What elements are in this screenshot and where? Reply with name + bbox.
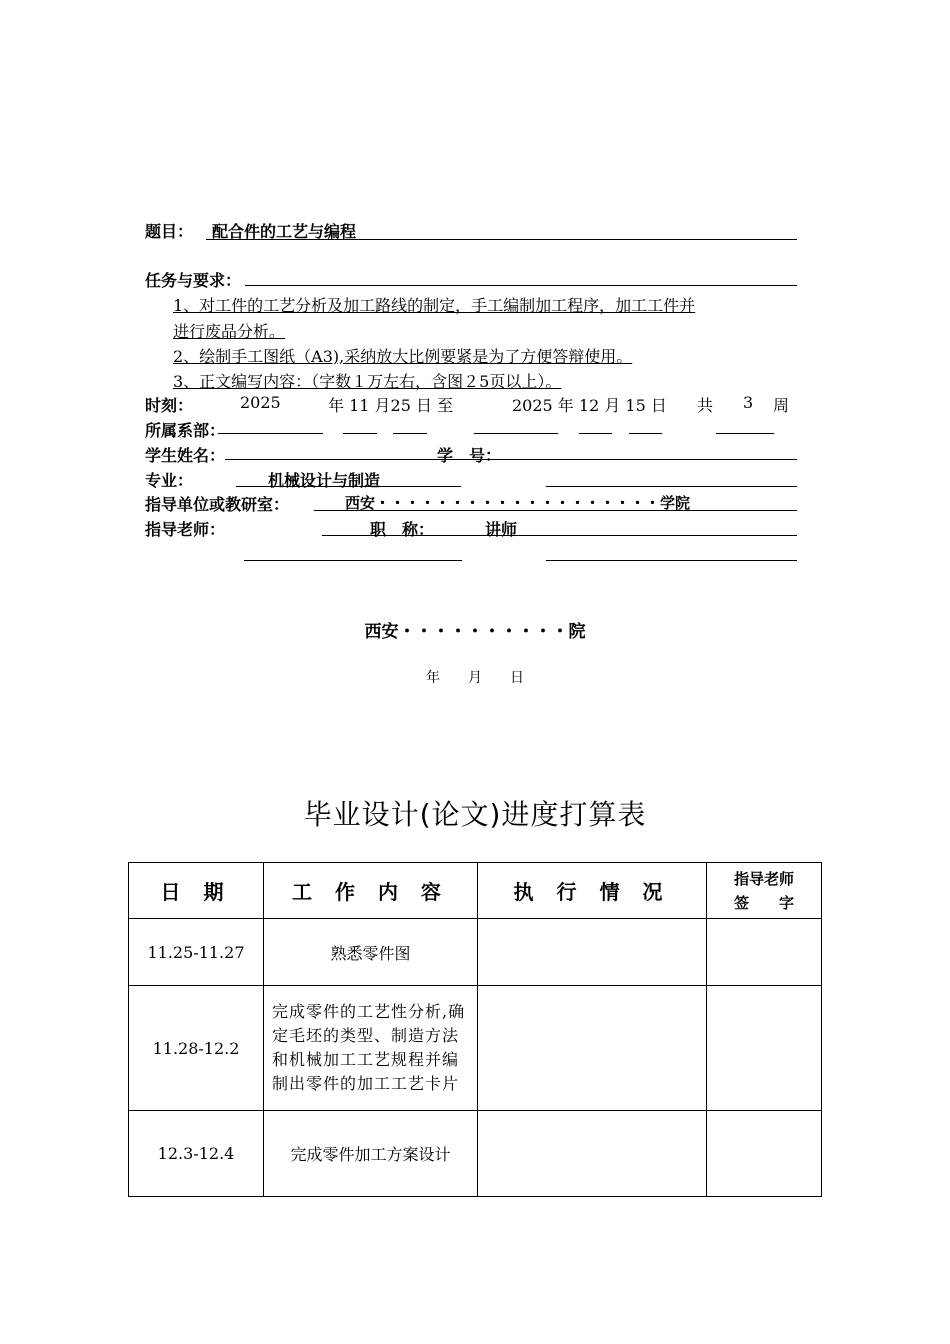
time-end: 2025 年 12 月 15 日 xyxy=(512,396,667,415)
row-sign xyxy=(707,986,822,1111)
unit-value: 西安・・・・・・・・・・・・・・・・・・・学院 xyxy=(345,494,691,512)
major-underline-2 xyxy=(546,486,797,487)
table-header-row xyxy=(129,863,822,919)
row-date: 12.3-12.4 xyxy=(129,1111,264,1197)
task-item-1-cont: 进行废品分析。 xyxy=(173,322,286,341)
header-status: 执 行 情 况 xyxy=(478,863,707,919)
department-label: 所属系部： xyxy=(145,421,226,440)
advisor-underline xyxy=(322,535,797,536)
school-name: 西安・・・・・・・・・・院 xyxy=(364,622,586,642)
table-row xyxy=(129,1111,822,1197)
time-weeks: 3 xyxy=(743,393,754,412)
time-total: 共 xyxy=(697,396,714,415)
advisor-title-label: 职 称： xyxy=(370,520,435,539)
row-content: 熟悉零件图 xyxy=(264,919,478,986)
row-content: 完成零件加工方案设计 xyxy=(264,1111,478,1197)
header-sign xyxy=(707,863,822,919)
department-line-6 xyxy=(629,433,662,434)
advisor-underline-2 xyxy=(244,560,462,561)
topic-label: 题目： xyxy=(145,222,194,241)
time-start-year: 2025 xyxy=(240,393,281,412)
task-item-2: 2、绘制手工图纸（A3),采纳放大比例要紧是为了方便答辩使用。 xyxy=(173,347,633,366)
tasks-label: 任务与要求： xyxy=(145,271,242,290)
topic-underline xyxy=(206,239,797,240)
row-content: 完成零件的工艺性分析,确定毛坯的类型、制造方法和机械加工工艺规程并编制出零件的加工工艺卡片 xyxy=(264,986,478,1111)
task-item-3: 3、正文编写内容：（字数１万左右，含图２5页以上）。 xyxy=(173,372,562,391)
student-underline xyxy=(225,459,797,460)
major-value: 机械设计与制造 xyxy=(268,471,381,490)
task-item-1: 1、对工件的工艺分析及加工路线的制定，手工编制加工程序，加工工件并 xyxy=(173,296,696,315)
department-line-1 xyxy=(218,433,323,434)
row-status xyxy=(478,986,707,1111)
schedule-table xyxy=(128,862,822,1197)
topic-value: 配合件的工艺与编程 xyxy=(212,222,357,241)
tasks-underline xyxy=(245,285,797,286)
unit-label: 指导单位或教研室： xyxy=(145,495,290,514)
student-name-label: 学生姓名： xyxy=(145,446,226,465)
row-status xyxy=(478,1111,707,1197)
department-line-5 xyxy=(579,433,612,434)
row-sign xyxy=(707,919,822,986)
row-date: 11.28-12.2 xyxy=(129,986,264,1111)
header-sign-line-1: 指导老师 xyxy=(733,869,794,888)
department-line-4 xyxy=(474,433,558,434)
department-line-2 xyxy=(343,433,377,434)
time-label: 时刻： xyxy=(145,396,194,415)
header-sign-line-2: 签 字 xyxy=(733,893,794,912)
department-line-3 xyxy=(393,433,427,434)
department-line-7 xyxy=(716,433,774,434)
time-unit: 周 xyxy=(773,396,790,415)
header-date: 日 期 xyxy=(129,863,264,919)
advisor-title-value: 讲师 xyxy=(485,520,518,539)
time-start-rest: 年 11 月25 日 至 xyxy=(328,396,454,415)
table-row xyxy=(129,986,822,1111)
row-date: 11.25-11.27 xyxy=(129,919,264,986)
major-underline xyxy=(236,486,461,487)
date-line: 年 月 日 xyxy=(426,670,524,686)
header-content: 工 作 内 容 xyxy=(264,863,478,919)
unit-underline xyxy=(314,510,797,511)
schedule-title: 毕业设计(论文)进度打算表 xyxy=(303,798,647,831)
advisor-underline-3 xyxy=(546,560,797,561)
student-id-label: 学 号： xyxy=(437,446,502,465)
table-row xyxy=(129,919,822,986)
row-status xyxy=(478,919,707,986)
major-label: 专业： xyxy=(145,471,194,490)
advisor-label: 指导老师： xyxy=(145,520,226,539)
row-sign xyxy=(707,1111,822,1197)
